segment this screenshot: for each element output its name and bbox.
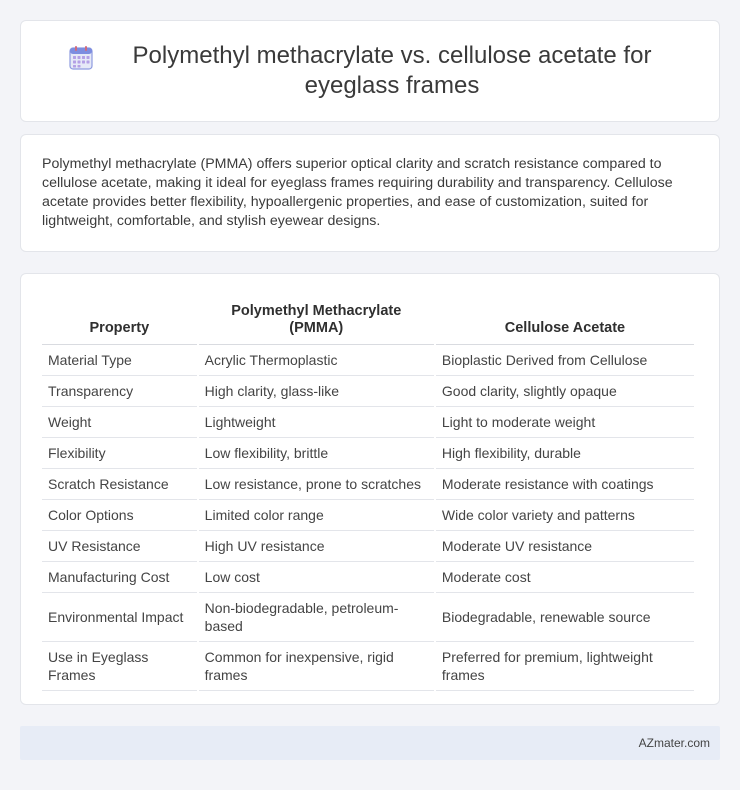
title-card bbox=[20, 20, 720, 122]
intro-card bbox=[20, 134, 720, 252]
header-cellulose-acetate: Cellulose Acetate bbox=[436, 295, 694, 345]
table-row bbox=[42, 500, 694, 531]
table-row bbox=[42, 469, 694, 500]
cell-property: Weight bbox=[42, 407, 197, 438]
cell-cellulose-acetate: Good clarity, slightly opaque bbox=[436, 376, 694, 407]
cell-pmma: High clarity, glass-like bbox=[199, 376, 434, 407]
table-row bbox=[42, 376, 694, 407]
table-row bbox=[42, 407, 694, 438]
cell-property: Scratch Resistance bbox=[42, 469, 197, 500]
cell-property: Color Options bbox=[42, 500, 197, 531]
header-property: Property bbox=[42, 295, 197, 345]
cell-cellulose-acetate: Preferred for premium, lightweight frames bbox=[436, 642, 694, 691]
intro-paragraph: Polymethyl methacrylate (PMMA) offers superior optical clarity and scratch resistance compared to cellulose acetate, making it ideal for eyeglass frames requiring durability and transparency. Cellulose acetate provides better flexibility, hypoallergenic properties, and ease of customization, suited for lightweight, comfortable, and stylish eyewear designs. bbox=[42, 156, 673, 229]
cell-cellulose-acetate: Biodegradable, renewable source bbox=[436, 593, 694, 642]
page-title: Polymethyl methacrylate vs. cellulose acetate for eyeglass frames bbox=[132, 42, 652, 99]
calendar-icon bbox=[68, 45, 94, 71]
cell-pmma: Limited color range bbox=[199, 500, 434, 531]
cell-cellulose-acetate: Moderate UV resistance bbox=[436, 531, 694, 562]
table-row bbox=[42, 593, 694, 642]
table-row bbox=[42, 531, 694, 562]
cell-property: Manufacturing Cost bbox=[42, 562, 197, 593]
table-row bbox=[42, 438, 694, 469]
table-row bbox=[42, 562, 694, 593]
cell-property: Use in Eyeglass Frames bbox=[42, 642, 197, 691]
cell-pmma: Low cost bbox=[199, 562, 434, 593]
cell-property: Environmental Impact bbox=[42, 593, 197, 642]
cell-property: Material Type bbox=[42, 345, 197, 376]
comparison-table-card bbox=[20, 273, 720, 705]
cell-pmma: Low resistance, prone to scratches bbox=[199, 469, 434, 500]
footer bbox=[20, 726, 720, 760]
cell-pmma: Lightweight bbox=[199, 407, 434, 438]
comparison-table bbox=[40, 295, 696, 691]
header-pmma: Polymethyl Methacrylate (PMMA) bbox=[199, 295, 434, 345]
title-wrap bbox=[68, 41, 672, 101]
cell-pmma: Acrylic Thermoplastic bbox=[199, 345, 434, 376]
cell-property: Flexibility bbox=[42, 438, 197, 469]
table-header-row bbox=[42, 295, 694, 345]
footer-brand: AZmater.com bbox=[638, 736, 710, 750]
cell-property: Transparency bbox=[42, 376, 197, 407]
cell-cellulose-acetate: Light to moderate weight bbox=[436, 407, 694, 438]
cell-pmma: Low flexibility, brittle bbox=[199, 438, 434, 469]
cell-cellulose-acetate: Bioplastic Derived from Cellulose bbox=[436, 345, 694, 376]
cell-cellulose-acetate: Moderate resistance with coatings bbox=[436, 469, 694, 500]
cell-property: UV Resistance bbox=[42, 531, 197, 562]
cell-pmma: High UV resistance bbox=[199, 531, 434, 562]
table-row bbox=[42, 642, 694, 691]
cell-pmma: Common for inexpensive, rigid frames bbox=[199, 642, 434, 691]
table-row bbox=[42, 345, 694, 376]
cell-cellulose-acetate: Wide color variety and patterns bbox=[436, 500, 694, 531]
cell-cellulose-acetate: Moderate cost bbox=[436, 562, 694, 593]
cell-pmma: Non-biodegradable, petroleum-based bbox=[199, 593, 434, 642]
cell-cellulose-acetate: High flexibility, durable bbox=[436, 438, 694, 469]
